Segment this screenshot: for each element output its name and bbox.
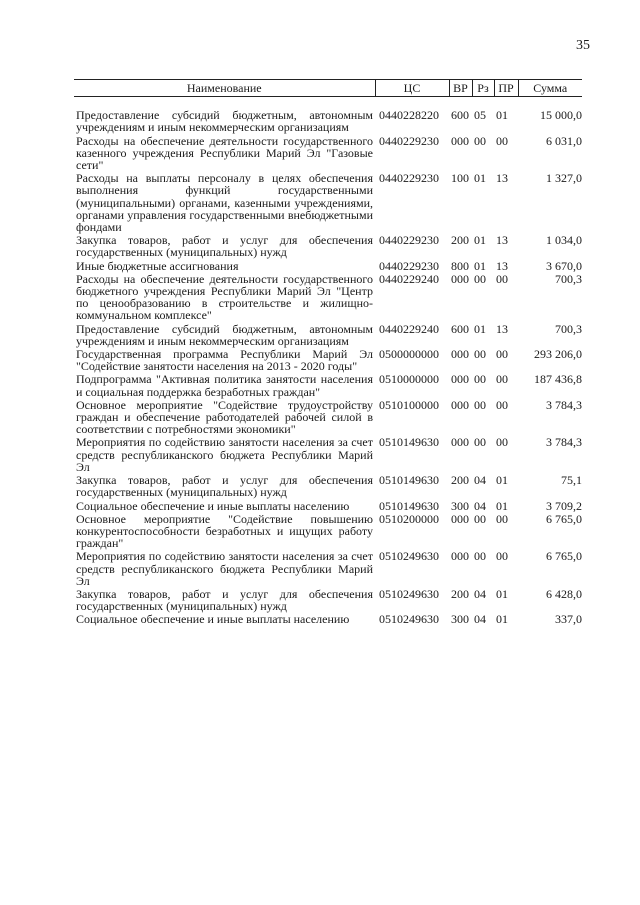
- row-name-cell: Расходы на обеспечение деятельности государственного казенного учреждения Республики Марий Эл "Газовые сети": [76, 133, 373, 173]
- row-pr-cell: 00: [496, 347, 508, 362]
- row-sum-cell: 187 436,8: [534, 372, 582, 387]
- row-name-cell: Государственная программа Республики Марий Эл "Содействие занятости населения на 2013 - 2020 годы": [76, 347, 373, 374]
- row-pr-cell: 00: [496, 435, 508, 450]
- row-rz-cell: 04: [474, 473, 486, 488]
- row-rz-cell: 00: [474, 549, 486, 564]
- row-rz-cell: 00: [474, 397, 486, 412]
- row-name-cell: Закупка товаров, работ и услуг для обеспечения государственных (муниципальных) нужд: [76, 233, 373, 260]
- row-vr-cell: 200: [451, 473, 469, 488]
- table-row: [74, 613, 582, 626]
- header-sum: Сумма: [518, 80, 582, 97]
- row-cs-cell: 0510249630: [379, 586, 439, 601]
- row-name-cell: Расходы на выплаты персоналу в целях обеспечения выполнения функций государственными (муниципальными) органами, казенными учреждениями, органами управления государственными внебюджетными фондами: [76, 171, 373, 235]
- row-vr-cell: 000: [451, 271, 469, 286]
- row-pr-cell: 01: [496, 586, 508, 601]
- row-pr-cell: 13: [496, 233, 508, 248]
- row-cs-cell: 0440229240: [379, 321, 439, 336]
- row-pr-cell: 13: [496, 258, 508, 273]
- row-rz-cell: 04: [474, 612, 486, 627]
- header-vr: ВР: [449, 80, 472, 97]
- table-row: [74, 399, 582, 437]
- row-sum-cell: 6 765,0: [546, 511, 582, 526]
- row-name-cell: Мероприятия по содействию занятости населения за счет средств республиканского бюджета Республики Марий Эл: [76, 549, 373, 588]
- header-pr: ПР: [494, 80, 518, 97]
- row-cs-cell: 0510149630: [379, 473, 439, 488]
- table-row: [74, 373, 582, 398]
- table-row: [74, 474, 582, 499]
- row-sum-cell: 6 765,0: [546, 549, 582, 564]
- row-vr-cell: 000: [451, 133, 469, 148]
- row-name-cell: Закупка товаров, работ и услуг для обеспечения государственных (муниципальных) нужд: [76, 473, 373, 500]
- row-pr-cell: 00: [496, 549, 508, 564]
- row-cs-cell: 0510200000: [379, 511, 439, 526]
- row-name-cell: Социальное обеспечение и иные выплаты населению: [76, 498, 350, 513]
- row-rz-cell: 05: [474, 108, 486, 123]
- row-name-cell: Предоставление субсидий бюджетным, автономным учреждениям и иным некоммерческим организациям: [76, 321, 373, 348]
- row-rz-cell: 01: [474, 171, 486, 186]
- row-name-cell: Предоставление субсидий бюджетным, автономным учреждениям и иным некоммерческим организациям: [76, 108, 373, 135]
- row-sum-cell: 700,3: [555, 271, 582, 286]
- row-rz-cell: 00: [474, 347, 486, 362]
- row-vr-cell: 300: [451, 498, 469, 513]
- row-vr-cell: 000: [451, 549, 469, 564]
- row-pr-cell: 00: [496, 133, 508, 148]
- row-pr-cell: 13: [496, 171, 508, 186]
- row-pr-cell: 13: [496, 321, 508, 336]
- row-cs-cell: 0440229230: [379, 171, 439, 186]
- row-sum-cell: 75,1: [561, 473, 582, 488]
- row-cs-cell: 0510249630: [379, 612, 439, 627]
- row-vr-cell: 200: [451, 233, 469, 248]
- row-cs-cell: 0510100000: [379, 397, 439, 412]
- row-pr-cell: 00: [496, 397, 508, 412]
- row-vr-cell: 600: [451, 321, 469, 336]
- table-row: [74, 588, 582, 613]
- row-name-cell: Основное мероприятие "Содействие трудоустройству граждан и обеспечение работодателей рабочей силой в соответствии с потребностями экономики": [76, 397, 373, 437]
- table-row: [74, 323, 582, 348]
- row-rz-cell: 01: [474, 258, 486, 273]
- row-sum-cell: 3 784,3: [546, 397, 582, 412]
- row-rz-cell: 04: [474, 498, 486, 513]
- row-sum-cell: 6 428,0: [546, 586, 582, 601]
- row-cs-cell: 0440228220: [379, 108, 439, 123]
- header-rz: Рз: [472, 80, 494, 97]
- row-cs-cell: 0440229230: [379, 233, 439, 248]
- budget-table: [74, 79, 582, 627]
- row-sum-cell: 3 670,0: [546, 258, 582, 273]
- row-rz-cell: 00: [474, 435, 486, 450]
- row-vr-cell: 200: [451, 586, 469, 601]
- table-row: [74, 97, 582, 135]
- row-cs-cell: 0510000000: [379, 372, 439, 387]
- row-pr-cell: 01: [496, 612, 508, 627]
- table-row: [74, 513, 582, 551]
- table-header: [74, 80, 582, 97]
- row-cs-cell: 0510149630: [379, 435, 439, 450]
- row-vr-cell: 000: [451, 435, 469, 450]
- row-vr-cell: 000: [451, 347, 469, 362]
- row-cs-cell: 0510249630: [379, 549, 439, 564]
- row-vr-cell: 300: [451, 612, 469, 627]
- row-pr-cell: 00: [496, 271, 508, 286]
- row-pr-cell: 00: [496, 372, 508, 387]
- row-name-cell: Подпрограмма "Активная политика занятости населения и социальная поддержка безработных граждан": [76, 372, 373, 399]
- row-sum-cell: 6 031,0: [546, 133, 582, 148]
- header-cs: ЦС: [375, 80, 449, 97]
- row-vr-cell: 000: [451, 372, 469, 387]
- row-vr-cell: 600: [451, 108, 469, 123]
- page-number: 35: [576, 38, 590, 53]
- row-pr-cell: 01: [496, 108, 508, 123]
- table-row: [74, 500, 582, 513]
- row-rz-cell: 04: [474, 586, 486, 601]
- row-sum-cell: 337,0: [555, 612, 582, 627]
- table-row: [74, 550, 582, 588]
- row-name-cell: Основное мероприятие "Содействие повышению конкурентоспособности безработных и ищущих работу граждан": [76, 511, 373, 551]
- row-cs-cell: 0500000000: [379, 347, 439, 362]
- row-sum-cell: 293 206,0: [534, 347, 582, 362]
- table-row: [74, 436, 582, 474]
- row-rz-cell: 00: [474, 133, 486, 148]
- row-vr-cell: 100: [451, 171, 469, 186]
- row-cs-cell: 0440229230: [379, 133, 439, 148]
- table-body: [74, 97, 582, 627]
- row-cs-cell: 0440229240: [379, 271, 439, 286]
- row-vr-cell: 000: [451, 397, 469, 412]
- row-sum-cell: 3 709,2: [546, 498, 582, 513]
- table-row: [74, 135, 582, 173]
- row-name-cell: Закупка товаров, работ и услуг для обеспечения государственных (муниципальных) нужд: [76, 586, 373, 614]
- row-name-cell: Иные бюджетные ассигнования: [76, 258, 239, 273]
- row-name-cell: Социальное обеспечение и иные выплаты населению: [76, 612, 350, 627]
- header-name: Наименование: [74, 80, 375, 97]
- row-name-cell: Расходы на обеспечение деятельности государственного бюджетного учреждения Республики Марий Эл "Центр по ценообразованию в строительстве и жилищно-коммунальном комплексе": [76, 271, 373, 323]
- table-row: [74, 172, 582, 234]
- row-rz-cell: 01: [474, 321, 486, 336]
- row-sum-cell: 3 784,3: [546, 435, 582, 450]
- row-name-cell: Мероприятия по содействию занятости населения за счет средств республиканского бюджета Республики Марий Эл: [76, 435, 373, 474]
- row-vr-cell: 000: [451, 511, 469, 526]
- row-rz-cell: 00: [474, 511, 486, 526]
- row-sum-cell: 15 000,0: [540, 108, 582, 123]
- row-rz-cell: 00: [474, 372, 486, 387]
- table-row: [74, 260, 582, 273]
- row-pr-cell: 00: [496, 511, 508, 526]
- table-row: [74, 348, 582, 373]
- table-row: [74, 234, 582, 259]
- row-sum-cell: 1 327,0: [546, 171, 582, 186]
- row-cs-cell: 0510149630: [379, 498, 439, 513]
- table-row: [74, 273, 582, 323]
- row-rz-cell: 00: [474, 271, 486, 286]
- row-sum-cell: 700,3: [555, 321, 582, 336]
- row-vr-cell: 800: [451, 258, 469, 273]
- row-rz-cell: 01: [474, 233, 486, 248]
- row-pr-cell: 01: [496, 473, 508, 488]
- row-cs-cell: 0440229230: [379, 258, 439, 273]
- row-pr-cell: 01: [496, 498, 508, 513]
- row-sum-cell: 1 034,0: [546, 233, 582, 248]
